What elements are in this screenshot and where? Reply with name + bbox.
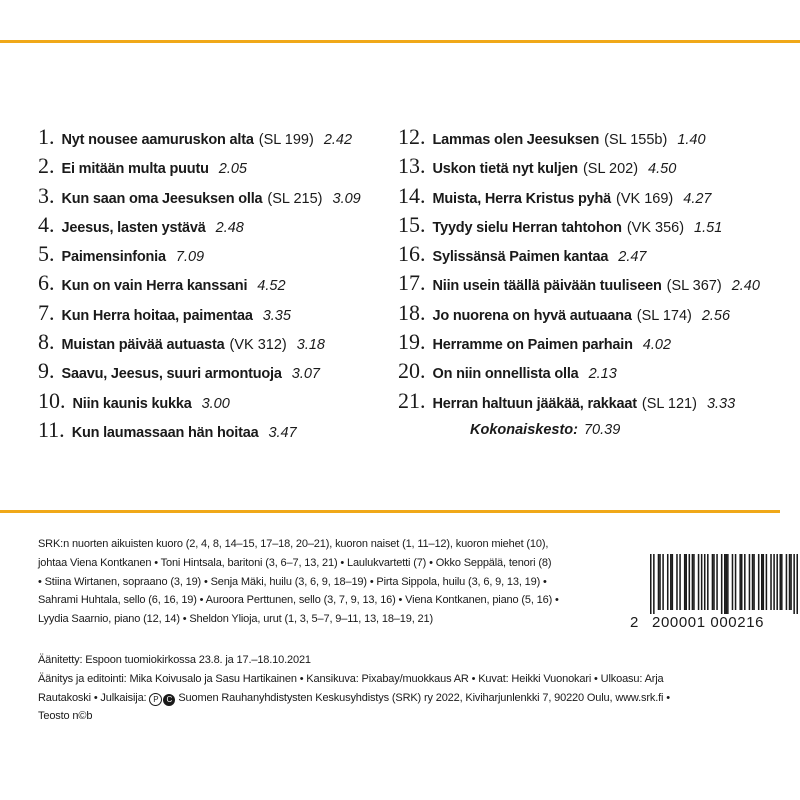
track-item [38,386,361,415]
track-title: Kun saan oma Jeesuksen olla [61,190,263,207]
teosto-line: Teosto n©b [38,710,93,723]
track-item [38,327,361,356]
barcode-bar [662,554,664,610]
track-duration: 2.13 [588,366,617,383]
credits-line: Sahrami Huhtala, sello (6, 16, 19) • Auroora Perttunen, sello (3, 7, 9, 13, 16) • Viena Kontkanen, piano (5, 16) • [38,594,559,607]
barcode-bar [679,554,681,610]
performer-credits [38,535,628,629]
track-hymn-ref: (SL 155b) [604,132,668,148]
barcode [630,554,798,634]
publisher-line [38,689,798,708]
barcode-bar [707,554,709,610]
credits-line: Lyydia Saarnio, piano (12, 14) • Sheldon Ylioja, urut (1, 3, 5–7, 9–11, 13, 18–19, 21) [38,613,433,626]
track-title: Muistan päivää autuasta [61,337,225,354]
track-item [398,210,760,239]
production-credits [38,651,798,726]
track-item [38,268,361,297]
barcode-bar [659,554,661,610]
track-title: Uskon tietä nyt kuljen [432,161,578,178]
track-title: Herramme on Paimen parhain [432,337,633,354]
copyright-icon: C [163,694,175,706]
track-number: 7. [38,299,55,325]
track-title: Kun on vain Herra kanssani [61,278,248,295]
track-title: Saavu, Jeesus, suuri armontuoja [61,366,282,383]
track-hymn-ref: (SL 121) [641,395,697,412]
barcode-bar [761,554,763,610]
track-title: Lammas olen Jeesuksen [432,132,600,148]
track-hymn-ref: (VK 169) [616,190,674,207]
track-duration: 3.47 [268,424,297,441]
barcode-bar [770,554,772,610]
phonogram-copyright-icon: P [149,693,162,706]
barcode-bar [712,554,714,610]
middle-accent-rule [0,510,780,513]
track-duration: 2.56 [701,307,731,324]
track-title: Herran haltuun jääkää, rakkaat [432,395,637,412]
barcode-bar [758,554,760,610]
track-item [38,239,361,268]
barcode-bar [650,554,652,614]
track-number: 2. [38,153,55,179]
barcode-bar [698,554,700,610]
barcode-bar [704,554,706,610]
barcode-bar [766,554,768,610]
total-duration-value: 70.39 [583,421,621,438]
barcode-bar [716,554,718,610]
track-title: Paimensinfonia [61,249,166,266]
barcode-bar [684,554,686,610]
track-item [398,268,760,297]
track-item [398,386,760,415]
track-item [38,415,361,444]
track-duration: 3.09 [332,190,361,207]
barcode-lead-digit: 2 [630,614,640,631]
barcode-bar [732,554,734,610]
barcode-bar [796,554,798,614]
total-duration-row [398,415,760,444]
barcode-bar [793,554,795,614]
barcode-bar [749,554,751,610]
production-line: Äänitys ja editointi: Mika Koivusalo ja Sasu Hartikainen • Kansikuva: Pixabay/muokkaus AR • Kuvat: Heikki Vuonokari • Ulkoasu: Arja [38,672,664,685]
track-item [398,356,760,385]
track-number: 5. [38,241,55,267]
track-duration: 2.48 [215,219,244,236]
barcode-bar [781,554,783,610]
track-title: Niin usein täällä päivään tuuliseen [432,278,662,295]
track-number: 4. [38,211,55,237]
track-number: 21. [398,387,426,413]
credits-line: SRK:n nuorten aikuisten kuoro (2, 4, 8, 14–15, 17–18, 20–21), kuoron naiset (1, 11–12), kuoron miehet (10), [38,538,549,550]
track-title: Kun Herra hoitaa, paimentaa [61,307,253,324]
track-item [38,151,361,180]
barcode-bar [676,554,678,610]
track-duration: 3.07 [291,366,320,383]
publisher-prefix: Rautakoski • Julkaisija: [38,691,147,704]
barcode-bar [693,554,695,610]
track-item [38,181,361,210]
barcode-bar [721,554,723,614]
track-hymn-ref: (SL 215) [267,190,323,207]
barcode-bar [789,554,791,610]
track-duration: 3.18 [296,337,325,354]
barcode-bar [753,554,755,610]
track-number: 15. [398,211,426,237]
barcode-bar [726,554,728,614]
track-title: Tyydy sielu Herran tahtohon [432,219,622,236]
barcode-bar [701,554,703,610]
track-hymn-ref: (SL 367) [666,278,722,295]
barcode-bar [653,554,655,614]
track-hymn-ref: (SL 202) [582,161,639,178]
track-number: 16. [398,241,426,267]
top-accent-rule [0,40,800,43]
track-number: 19. [398,329,426,355]
track-title: Niin kaunis kukka [72,395,192,412]
track-title: Nyt nousee aamuruskon alta [61,132,254,148]
barcode-bar [763,554,765,610]
barcode-bar [658,554,660,610]
barcode-bar [672,554,674,610]
barcode-bar [692,554,694,610]
barcode-bar [790,554,792,610]
track-duration: 1.51 [694,219,723,236]
track-title: On niin onnellista olla [432,366,579,383]
track-item [38,210,361,239]
track-number: 8. [38,329,55,355]
barcode-bar [786,554,788,610]
track-item [38,298,361,327]
track-title: Ei mitään multa puutu [61,161,209,178]
track-number: 13. [398,153,426,179]
track-duration: 1.40 [677,132,706,148]
track-item [38,356,361,385]
tracklist-left [38,122,361,444]
track-duration: 3.00 [201,395,230,412]
track-duration: 4.02 [642,337,672,354]
barcode-bar [735,554,737,610]
track-item [398,327,760,356]
publisher-details: Suomen Rauhanyhdistysten Keskusyhdistys (SRK) ry 2022, Kiviharjunlenkki 7, 90220 Oulu, www.srk.fi • [178,691,670,704]
track-item [398,298,760,327]
barcode-bar [744,554,746,610]
track-number: 1. [38,124,55,149]
barcode-bar [713,554,715,610]
track-item [398,181,760,210]
barcode-bar [752,554,754,610]
track-hymn-ref: (VK 356) [626,219,685,236]
track-item [398,239,760,268]
track-item [38,122,361,151]
track-duration: 2.40 [731,278,760,295]
track-title: Kun laumassaan hän hoitaa [71,424,259,441]
track-number: 20. [398,358,426,384]
track-title: Jo nuorena on hyvä autuaana [432,307,632,324]
track-number: 9. [38,358,55,384]
track-title: Jeesus, lasten ystävä [61,219,206,236]
barcode-bar [689,554,691,610]
track-number: 3. [38,182,55,208]
tracklist-right [398,122,760,444]
barcode-bar [670,554,672,610]
track-number: 10. [38,387,66,413]
credits-line: • Stiina Wirtanen, sopraano (3, 19) • Senja Mäki, huilu (3, 6, 9, 18–19) • Pirta Sippola, huilu (3, 6, 9, 13, 19) • [38,575,547,588]
track-duration: 4.52 [257,278,286,295]
track-duration: 4.27 [683,190,712,207]
track-duration: 2.47 [618,249,647,266]
total-duration-label: Kokonaiskesto: [470,421,578,438]
track-hymn-ref: (SL 199) [258,132,314,148]
track-title: Sylissänsä Paimen kantaa [432,249,609,266]
barcode-bar [776,554,778,610]
recording-info: Äänitetty: Espoon tuomiokirkossa 23.8. ja 17.–18.10.2021 [38,654,311,666]
credits-line: johtaa Viena Kontkanen • Toni Hintsala, baritoni (3, 6–7, 13, 21) • Laulukvartetti (7) • Okko Seppälä, tenori (8) [38,556,552,569]
barcode-digits: 200001 000216 [652,614,765,631]
barcode-bars [650,554,798,614]
track-number: 11. [38,416,65,442]
track-number: 18. [398,299,426,325]
track-duration: 2.05 [218,161,247,178]
track-item [398,151,760,180]
barcode-bar [685,554,687,610]
track-duration: 3.35 [262,307,291,324]
barcode-bar [773,554,775,610]
track-duration: 2.42 [323,132,353,148]
track-duration: 4.50 [648,161,677,178]
barcode-bar [780,554,782,610]
track-hymn-ref: (VK 312) [229,337,287,354]
barcode-bar [727,554,729,614]
track-duration: 7.09 [175,249,205,266]
track-item [398,122,760,151]
track-duration: 3.33 [706,395,736,412]
track-title: Muista, Herra Kristus pyhä [432,190,612,207]
barcode-bar [724,554,726,614]
track-number: 17. [398,270,426,296]
track-number: 12. [398,124,426,149]
barcode-bar [667,554,669,610]
track-hymn-ref: (SL 174) [636,307,692,324]
barcode-bar [739,554,741,610]
track-number: 6. [38,270,55,296]
barcode-bar [741,554,743,610]
track-number: 14. [398,182,426,208]
